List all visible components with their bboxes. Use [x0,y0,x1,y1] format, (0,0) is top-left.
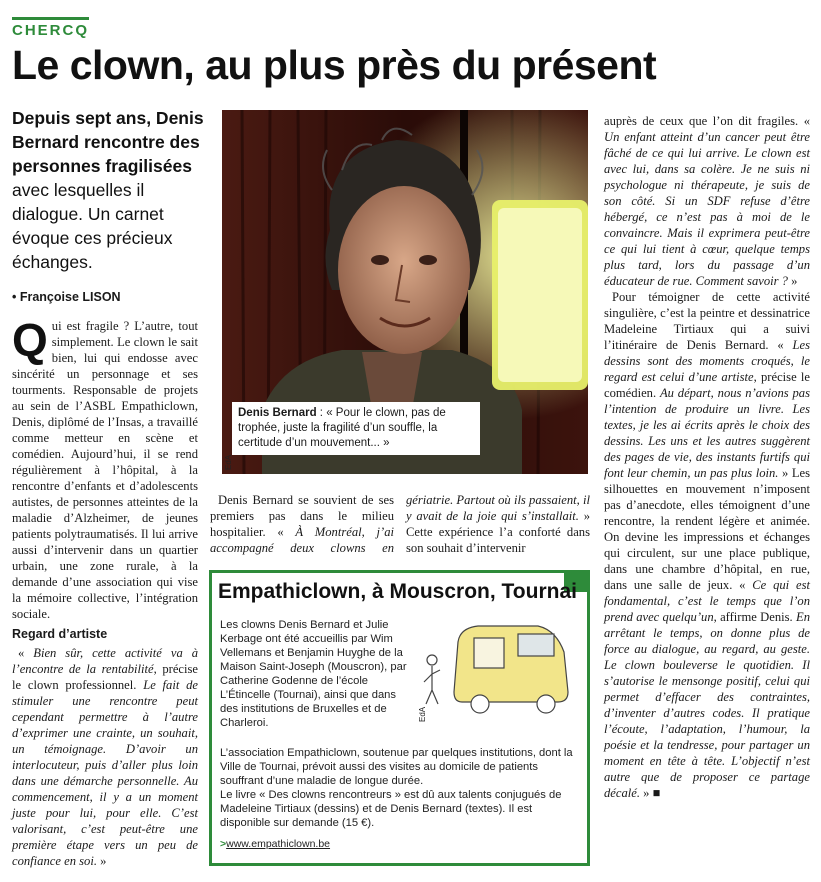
caption-name: Denis Bernard [238,407,317,419]
van-drawing [418,612,578,718]
paragraph-intro: Qui est fragile ? L’autre, tout simplement. Le clown le sait bien, lui qui endosse avec sincérité un personnage et ses tourments. Responsable de projets au sein de l’ASBL Empathiclown, Denis, diplômé de l’Insas, a travaillé comme metteur en scène et comédien. Aujourd’hui, il se rend régulièrement à l’hôpital, à la rencontre d’enfants et d’adolescents autistes, de personnes atteintes de la maladie d’Alzheimer, de jeunes patients polytraumatisés. Il lui arrive aussi d’intervenir dans un quartier urbain, une zone rurale, à la demande d’une association qui vise la mémoire collective, l’intégration sociale. [12,314,198,621]
article-column-2 [210,492,590,558]
website-link[interactable]: >www.empathiclown.be [220,838,331,850]
byline: • Françoise LISON [12,290,121,304]
info-box-text-1: Les clowns Denis Bernard et Julie Kerbage ont été accueillis par Wim Vellemans et Benjamin Huyghe de la Maison Saint-Joseph (Mouscron), par Catherine Godenne de l’école L’Étincelle (Tournai), ainsi que dans des institutions de Bruxelles et de Charleroi. [220,619,407,729]
link-arrow-icon: > [220,838,227,850]
photo-caption [232,402,480,455]
section-kicker: CHERCQ [12,17,89,39]
lead-paragraph [12,106,212,274]
info-box-text-2: L’association Empathiclown, soutenue par quelques institutions, dont la Ville de Tournai, prévoit aussi des visites au domicile de patients souffrant d’une maladie de longue durée. Le livre « Des clowns rencontreurs » est dû aux talents conjugués de Madeleine Tirtiaux (dessins) et de Denis Bernard (textes). Il est disponible sur demande (15 €). [220,747,573,829]
paragraph-temoigner: Pour témoigner de cette activité singulière, c’est la peintre et dessinatrice Madeleine Tirtiaux qui a suivi l’itinéraire de Denis Bernard. « Les dessins sont des moments croqués, le regard est celui d’une artiste, précise le comédien. Au départ, nous n’avions pas l’intention de produire un livre. Les textes, je les ai écrits après le choix des dessins. Les uns et les autres suggèrent des pages de vie, des instants furtifs qui font leur chemin, un pas plus loin. » Les silhouettes en mouvement n’imposent pas d’anecdote, elles témoignent d’une rencontre, la rendent légère et animée. On devine les impressions et échanges qui circulent, sur une place publique, dans une chambre d’hôpital, en rue, dans une salle de jeux. « Ce qui est fondamental, c’est le temps que l’on prend avec quelqu’un, affirme Denis. En arrêtant le temps, on donne plus de force au dialogue, au regard, au geste. Le clown bouleverse le quotidien. Il s’autorise le mensonge positif, celui qui permet d’effacer des contraintes, d’inventer d’autres codes. Il pratique l’écoute, l’adaptation, l’humour, la poésie et la tendresse, pour partager un moment en tête à tête. L’objectif n’est autre que de proposer ce partage décalé. » ■ [604,290,811,800]
lead-rest: avec lesquelles il dialogue. Un carnet évoque ces précieux échanges. [12,180,173,272]
paragraph-quote: « Bien sûr, cette activité va à l’encontre de la rentabilité, précise le clown professionnel. Le fait de stimuler une rencontre peut cependant permettre à l’autre d’exprimer une crainte, un souhait, un témoignage. D’avoir un interlocuteur, puis d’aller plus loin dans une démarche personnelle. Au commencement, il y a un moment juste pour lui, pour elle. C’est valorisant, c’est peut-être une première étape vers un peu de confiance en soi. » [12,646,199,868]
caption-text: : « Pour le clown, pas de trophée, juste la fragilité d’un souffle, la certitude d’un mouvement... » [238,407,446,449]
end-mark: ■ [652,786,661,800]
info-box-title: Empathiclown, à Mouscron, Tournai [218,580,577,603]
drop-cap: Q [12,314,48,366]
lead-bold: Depuis sept ans, Denis Bernard rencontre des personnes fragilisées [12,108,204,176]
paragraph-fragiles: auprès de ceux que l’on dit fragiles. « Un enfant atteint d’un cancer peut être fâché de ce qui lui arrive. Le clown est avec lui, dans sa colère. Je ne suis ni psychologue ni thérapeute, je suis de son côté. Si un SDF refuse d’être hébergé, ce n’est pas à moi de le convaincre. Mais il exprimera peut-être ce qui lui tient à cœur, quelque temps plus tard, lors du passage d’un éducateur de rue. Comment savoir ? » [604,114,810,288]
subheading: Regard d’artiste [12,627,108,641]
drawing-credit: EdA [418,706,427,722]
article-column-3 [604,113,810,801]
photo-credit: EdA [224,454,233,470]
headline: Le clown, au plus près du présent [12,42,657,88]
paragraph-montreal: Denis Bernard se souvient de ses premiers pas dans le milieu hospitalier. « À Montréal, j’ai accompagné deux clowns en gériatrie. Partout où ils passaient, il y avait de la joie qui s’installait. » Cette expérience l’a conforté dans son souhait d’intervenir [210,493,590,555]
article-column-1 [12,314,199,869]
